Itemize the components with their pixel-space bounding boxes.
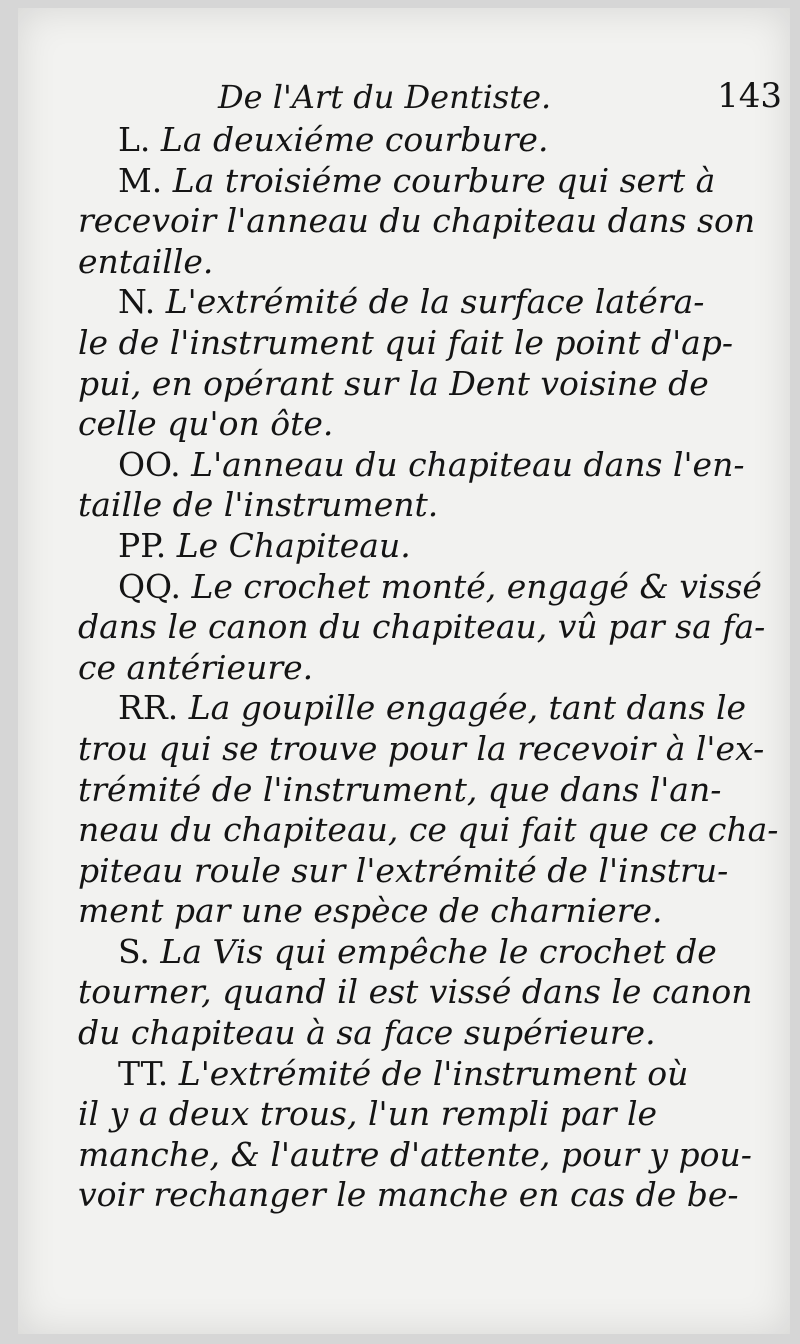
line-text: L'extrémité de la surface latéra-	[165, 282, 705, 322]
page-text	[78, 120, 778, 1216]
item-key: QQ.	[118, 566, 181, 606]
line-text: tourner, quand il est vissé dans le canon	[78, 972, 753, 1012]
item-key: S.	[118, 931, 150, 971]
item-key: TT.	[118, 1053, 169, 1093]
book-page	[18, 8, 790, 1334]
text-line	[78, 445, 778, 486]
line-text: ce antérieure.	[78, 647, 314, 687]
item-key: M.	[118, 160, 163, 200]
text-line	[78, 688, 778, 729]
item-key: L.	[118, 120, 151, 159]
text-line	[78, 201, 778, 242]
text-line	[78, 120, 778, 161]
line-text: celle qu'on ôte.	[78, 404, 334, 444]
line-text: L'extrémité de l'instrument où	[178, 1053, 689, 1093]
line-text: entaille.	[78, 241, 214, 281]
line-text: La goupille engagée, tant dans le	[188, 688, 747, 728]
line-text: du chapiteau à sa face supérieure.	[78, 1013, 656, 1053]
line-text: manche, & l'autre d'attente, pour y pou-	[78, 1134, 752, 1174]
line-text: trémité de l'instrument, que dans l'an-	[78, 769, 722, 809]
line-text: le de l'instrument qui fait le point d'ap-	[78, 322, 734, 362]
text-line	[78, 770, 778, 811]
text-line	[78, 891, 778, 932]
text-line	[78, 364, 778, 405]
text-line	[78, 1054, 778, 1095]
text-line	[78, 323, 778, 364]
text-line	[78, 972, 778, 1013]
line-text: trou qui se trouve pour la recevoir à l'ex-	[78, 728, 765, 768]
text-line	[78, 161, 778, 202]
line-text: Le Chapiteau.	[176, 525, 411, 565]
text-line	[78, 526, 778, 567]
line-text: Le crochet monté, engagé & vissé	[191, 566, 762, 606]
text-line	[78, 485, 778, 526]
line-text: dans le canon du chapiteau, vû par sa fa-	[78, 607, 766, 647]
text-line	[78, 282, 778, 323]
page-number: 143	[717, 76, 782, 116]
running-title: De l'Art du Dentiste.	[218, 78, 552, 116]
line-text: pui, en opérant sur la Dent voisine de	[78, 363, 709, 403]
line-text: il y a deux trous, l'un rempli par le	[78, 1094, 658, 1134]
line-text: piteau roule sur l'extrémité de l'instru-	[78, 850, 729, 890]
text-line	[78, 242, 778, 283]
line-text: neau du chapiteau, ce qui fait que ce cha-	[78, 810, 778, 850]
item-key: OO.	[118, 444, 181, 484]
item-key: PP.	[118, 525, 167, 565]
line-text: La Vis qui empêche le crochet de	[160, 931, 717, 971]
line-text: La troisiéme courbure qui sert à	[172, 160, 716, 200]
text-line	[78, 1175, 778, 1216]
text-line	[78, 404, 778, 445]
text-line	[78, 1013, 778, 1054]
line-text: L'anneau du chapiteau dans l'en-	[191, 444, 745, 484]
text-line	[78, 648, 778, 689]
item-key: N.	[118, 282, 156, 322]
text-line	[78, 810, 778, 851]
text-line	[78, 932, 778, 973]
text-line	[78, 851, 778, 892]
text-line	[78, 1094, 778, 1135]
line-text: La deuxiéme courbure.	[160, 120, 549, 159]
item-key: RR.	[118, 688, 179, 728]
text-line	[78, 567, 778, 608]
text-line	[78, 607, 778, 648]
text-line	[78, 729, 778, 770]
line-text: recevoir l'anneau du chapiteau dans son	[78, 201, 756, 241]
text-line	[78, 1135, 778, 1176]
line-text: taille de l'instrument.	[78, 485, 439, 525]
line-text: voir rechanger le manche en cas de be-	[78, 1175, 739, 1215]
line-text: ment par une espèce de charniere.	[78, 891, 663, 931]
